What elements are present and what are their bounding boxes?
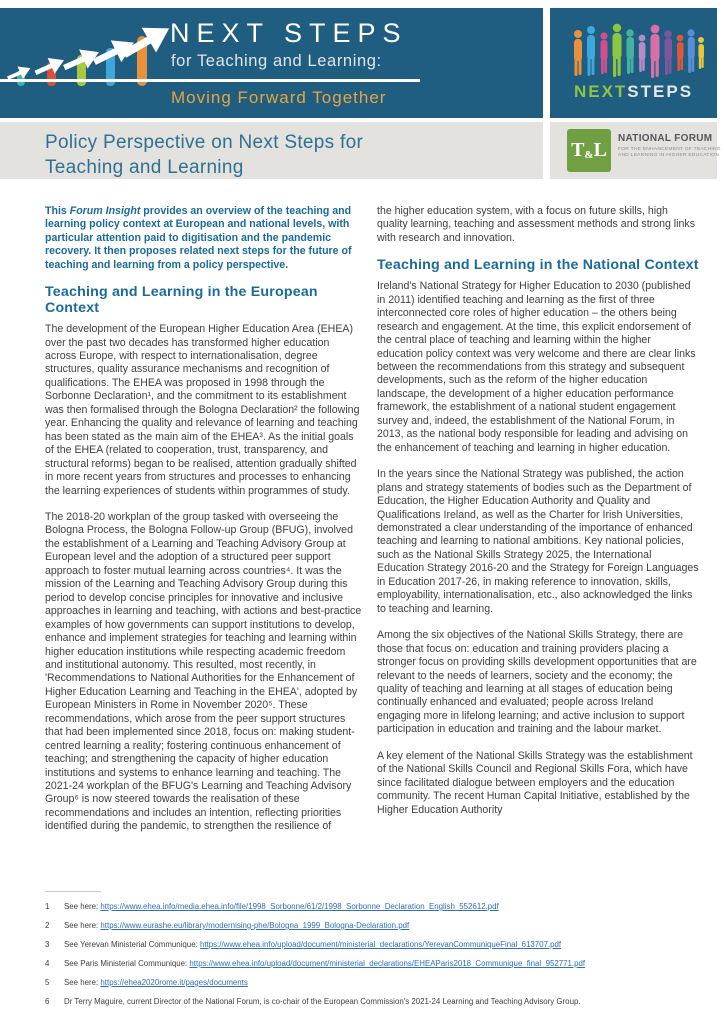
section-heading-national-context: Teaching and Learning in the National Context [377, 257, 699, 274]
national-forum-tagline-1: FOR THE ENHANCEMENT OF TEACHING [618, 146, 721, 152]
footnote-link[interactable]: https://www.ehea.info/upload/document/ministerial_declarations/EHEAParis2018_Communique_final_952771.pdf [189, 958, 586, 968]
footnote-number: 5 [45, 977, 50, 987]
hands-arrows-icon [3, 20, 171, 86]
header-banner [0, 8, 543, 118]
wordmark-steps: STEPS [627, 82, 694, 101]
national-forum-name: NATIONAL FORUM [618, 133, 713, 144]
footnotes-section [45, 891, 707, 1016]
footnote-6: 6 Dr Terry Maguire, current Director of the National Forum, is co-chair of the European Commission's 2021-24 Learning and Teaching Advisory Group. [45, 996, 581, 1006]
footnote-2: 2 See here: https://www.eurashe.eu/library/modernising-phe/Bologna_1999_Bologna-Declaration.pdf [45, 920, 410, 930]
footnote-divider [45, 891, 101, 892]
header-divider-line [0, 79, 420, 82]
footnote-link[interactable]: https://ehea2020rome.it/pages/documents [100, 977, 248, 987]
footnote-3: 3 See Yerevan Ministerial Communique: https://www.ehea.info/upload/document/ministerial_declarations/YerevanCommuniqueFinal_613707.pdf [45, 939, 562, 949]
footnote-number: 6 [45, 996, 50, 1006]
body-paragraph: In the years since the National Strategy was published, the action plans and strategy statements of bodies such as the Department of Education, the Higher Education Authority and Quality and Qualifications Ireland, as well as the Charter for Irish Universities, demonstrated a clear understanding of the importance of enhanced teaching and learning to national ambitions. Key national policies, such as the National Skills Strategy 2025, the International Education Strategy 2016-20 and the Strategy for Foreign Languages in Education 2017-26, in making reference to innovation, skills, employability, internationalisation, etc., also acknowledged the links to teaching and learning. [377, 468, 699, 615]
forum-insight-emphasis: Forum Insight [69, 205, 141, 217]
footnote-4: 4 See Paris Ministerial Communique: https://www.ehea.info/upload/document/ministerial_declarations/EHEAParis2018_Communique_final_952771.pdf [45, 958, 586, 968]
brand-title: NEXT STEPS [170, 18, 408, 48]
next-steps-logo-panel [550, 8, 717, 118]
footnote-number: 2 [45, 920, 50, 930]
intro-paragraph: This Forum Insight provides an overview of the teaching and learning policy context at European and national levels, with particular attention paid to digitisation and the pandemic recovery. It then proposes related next steps for the future of teaching and learning from a policy perspective. [45, 205, 352, 271]
body-paragraph: Among the six objectives of the National Skills Strategy, there are those that focus on: education and training providers placing a stronger focus on providing skills development opportunities that are relevant to the needs of learners, society and the economy; the quality of teaching and learning at all stages of education being continually enhanced and evaluated; people across Ireland engaging more in lifelong learning; and active inclusion to support participation in education and training and the labour market. [377, 629, 697, 736]
footnote-1: 1 See here: https://www.ehea.info/media.ehea.info/file/1998_Sorbonne/61/2/1998_Sorbonne_Declaration_English_552612.pdf [45, 902, 499, 911]
next-steps-wordmark [550, 82, 717, 102]
body-paragraph: The development of the European Higher Education Area (EHEA) over the past two decades has transformed higher education across Europe, with respect to internationalisation, degree structures, quality assurance mechanisms and recognition of qualifications. The EHEA was proposed in 1998 through the Sorbonne Declaration¹, and the commitment to its establishment was then formalised through the Bologna Declaration² the following year. Enhancing the quality and relevance of learning and teaching has been stated as the main aim of the EHEA³. As the initial goals of the EHEA (related to cooperation, trust, transparency, and structural reforms) began to be realised, attention gradually shifted in more recent years from structures and processes to enhancing the learning experiences of students within programmes of study. [45, 323, 360, 497]
brand-subtitle: for Teaching and Learning: [171, 52, 382, 70]
national-forum-logo-panel [550, 122, 721, 179]
wordmark-next: NEXT [573, 82, 628, 101]
body-paragraph: Ireland's National Strategy for Higher Education to 2030 (published in 2011) identified teaching and learning as the first of three interconnected core roles of higher education – the others being research and engagement. At the time, this explicit endorsement of the central place of teaching and learning within the higher education policy context was very welcome and there are clear links between the recommendations from this strategy and subsequent developments, such as the reform of the higher education landscape, the development of a higher education performance framework, the establishment of a national student engagement survey and, indeed, the establishment of the National Forum, in 2013, as the national body responsible for leading and advising on the enhancement of teaching and learning in higher education. [377, 280, 696, 454]
people-crowd-icon [564, 20, 704, 80]
footnote-number: 1 [45, 902, 50, 911]
body-paragraph: A key element of the National Skills Strategy was the establishment of the National Skills Council and Regional Skills Fora, which have since facilitated dialogue between employers and the education community. The recent Human Capital Initiative, established by the Higher Education Authority [377, 749, 693, 816]
footnote-number: 4 [45, 958, 50, 968]
footnote-5: 5 See here: https://ehea2020rome.it/pages/documents [45, 977, 248, 987]
footnote-link[interactable]: https://www.ehea.info/upload/document/ministerial_declarations/YerevanCommuniqueFinal_613707.pdf [199, 939, 562, 949]
body-paragraph: The 2018-20 workplan of the group tasked with overseeing the Bologna Process, the Bologna Follow-up Group (BFUG), involved the establishment of a Learning and Teaching Advisory Group at European level and the adoption of a structured peer support approach to foster mutual learning across countries⁴. It was the mission of the Learning and Teaching Advisory Group during this period to develop concise principles for innovative and inclusive approaches in learning and teaching, with actions and best-practice examples of how governments can support institutions to develop, enhance and implement strategies for teaching and learning within higher education institutions while respecting academic freedom and institutional autonomy. This resulted, most recently, in 'Recommendations to National Authorities for the Enhancement of Higher Education Learning and Teaching in the EHEA', adopted by European Ministers in Rome in November 2020⁵. These recommendations, which arose from the peer support structures that had been implemented since 2018, focus on: making student-centred learning a reality; fostering continuous enhancement of teaching; and strengthening the capacity of higher education institutions and systems to enhance learning and teaching. The 2021-24 workplan of the BFUG's Learning and Teaching Advisory Group⁶ is now steered towards the realisation of these recommendations and includes an intention, reflecting priorities identified during the pandemic, to strengthen the resilience of [45, 510, 362, 833]
footnote-link[interactable]: https://www.ehea.info/media.ehea.info/file/1998_Sorbonne/61/2/1998_Sorbonne_Declaration_English_552612.pdf [100, 902, 499, 911]
title-bar [0, 122, 543, 179]
footnote-link[interactable]: https://www.eurashe.eu/library/modernising-phe/Bologna_1999_Bologna-Declaration.pdf [100, 920, 410, 930]
right-column [377, 205, 699, 830]
tl-logo-icon: T&L [567, 129, 611, 172]
page-title: Policy Perspective on Next Steps for Teaching and Learning [45, 132, 364, 179]
national-forum-tagline-2: AND LEARNING IN HIGHER EDUCATION [618, 153, 720, 159]
left-column [45, 205, 363, 847]
section-heading-european-context: Teaching and Learning in the European Context [45, 284, 318, 317]
brand-tagline: Moving Forward Together [171, 88, 387, 107]
body-paragraph: the higher education system, with a focus on future skills, high quality learning, teaching and assessment methods and strong links with research and innovation. [377, 205, 695, 244]
national-forum-text [618, 133, 721, 160]
footnote-number: 3 [45, 939, 50, 949]
